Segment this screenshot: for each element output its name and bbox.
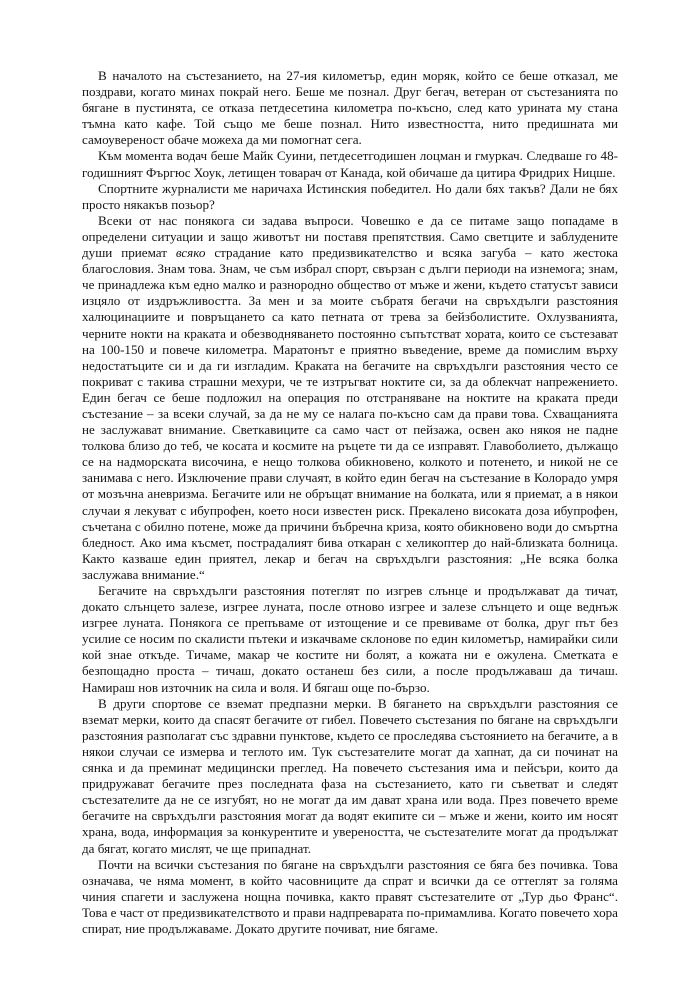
emphasis: всяко: [175, 245, 206, 261]
paragraph-6: В други спортове се вземат предпазни мерки. В бягането на свръхдълги разстояния се вземат мерки, които да спасят бегачите от гибел. Повечето състезания по бягане на свръхдълги разстояния разполагат със здравни пунктове, където се проследява състоянието на бегачите, а в някои случаи се измерва и теглото им. Тук състезателите могат да хапнат, да си починат на сянка и да преминат медицински преглед. На повечето състезания има и пейсъри, които да придружават бегачите през последната фаза на състезанието, като ги съветват и следят състезателите да не се изгубят, но не могат да им дават храна или вода. През повечето време бегачите на свръхдълги разстояния могат да водят екипите си – мъже и жени, които им носят храна, вода, информация за конкурентите и увереността, че състезателите могат да продължат да бягат, когато мислят, че ще припаднат.: [82, 695, 618, 856]
paragraph-4: Всеки от нас понякога си задава въпроси. Човешко е да се питаме защо попадаме в определени ситуации и защо животът ни поставя препятствия. Само светците и заблудените души приемат всяко страдание като предизвикателство и всяка загуба – като жестока благословия. Знам това. Знам, че съм избрал спорт, свързан с дълги периоди на изнемога; знам, че принадлежа към едно малко и разнородно общество от мъже и жени, където статусът зависи изцяло от издръжливостта. За мен и за моите събратя бегачи на свръхдълги разстояния халюцинациите и повръщането са като петната от трева за бейзболистите. Охлузванията, черните нокти на краката и обезводняването постоянно съпътстват хората, които се състезават на 100-150 и повече километра. Маратонът е приятно въведение, време да помислим върху недостатъците си и да ги изгладим. Краката на бегачите на свръхдълги разстояния често се покриват с такива страшни мехури, че те изтръгват ноктите си, за да облекчат напрежението. Един бегач се беше подложил на операция по отстраняване на ноктите на краката преди състезание – за всеки случай, за да не му се налага по-късно сам да прави това. Схващанията не заслужават внимание. Светкавиците са само част от пейзажа, освен ако някоя не падне толкова близо до теб, че косата и космите на ръцете ти да се изправят. Главоболието, дължащо се на надморската височина, е нещо толкова обикновено, колкото и потенето, и никой не се занимава с него. Изключение прави случаят, в който един бегач на състезание в Колорадо умря от мозъчна аневризма. Бегачите или не обръщат внимание на болката, или я приемат, а в някои случаи я лекуват с ибупрофен, което носи известен риск. Прекалено високата доза ибупрофен, съчетана с обилно потене, може да причини бъбречна криза, която обикновено води до смъртна бледност. Ако има късмет, пострадалият бива откаран с хеликоптер до най-близката болница. Както казваше един приятел, лекар и бегач на свръхдълги разстояния: „Не всяка болка заслужава внимание.“: [82, 212, 618, 582]
paragraph-1: В началото на състезанието, на 27-ия километър, един моряк, който се беше отказал, ме поздрави, когато минах покрай него. Беше ме познал. Друг бегач, ветеран от състезанията по бягане в пустинята, се отказа петдесетина километра по-късно, след като урината му стана тъмна като кафе. Той също ме беше познал. Нито известността, нито предишната ми самоувереност обаче можеха да ми помогнат сега.: [82, 68, 618, 148]
body-text: [82, 68, 618, 937]
paragraph-3: Спортните журналисти ме наричаха Истинския победител. Но дали бях такъв? Дали не бях просто някакъв позьор?: [82, 180, 618, 212]
paragraph-2: Към момента водач беше Майк Суини, петдесетгодишен лоцман и гмуркач. Следваше го 48-годишният Фъргюс Хоук, летищен товарач от Канада, кой обичаше да цитира Фридрих Ницше.: [82, 148, 618, 180]
paragraph-5: Бегачите на свръхдълги разстояния потеглят по изгрев слънце и продължават да тичат, докато слънцето залезе, изгрее луната, после отново изгрее и залезе слънцето и още веднъж изгрее луната. Понякога се препъваме от изтощение и се превиваме от болка, друг път без усилие се носим по скалисти пътеки и изкачваме склонове по един километър, намирайки сили кой знае откъде. Тичаме, макар че костите ни болят, а кожата ни е ожулена. Сметката е безпощадно проста – тичаш, докато останеш без сили, а после продължаваш да тичаш. Намираш нов източник на сила и воля. И бягаш още по-бързо.: [82, 583, 618, 695]
paragraph-7: Почти на всички състезания по бягане на свръхдълги разстояния се бяга без почивка. Това означава, че няма момент, в който часовниците да спрат и всички да се оттеглят за голяма чиния спагети и заслужена нощна почивка, както правят състезателите от „Тур дьо Франс“. Това е част от предизвикателството и прави надпреварата по-примамлива. Когато повечето хора спират, ние продължаваме. Докато другите почиват, ние бягаме.: [82, 856, 618, 936]
